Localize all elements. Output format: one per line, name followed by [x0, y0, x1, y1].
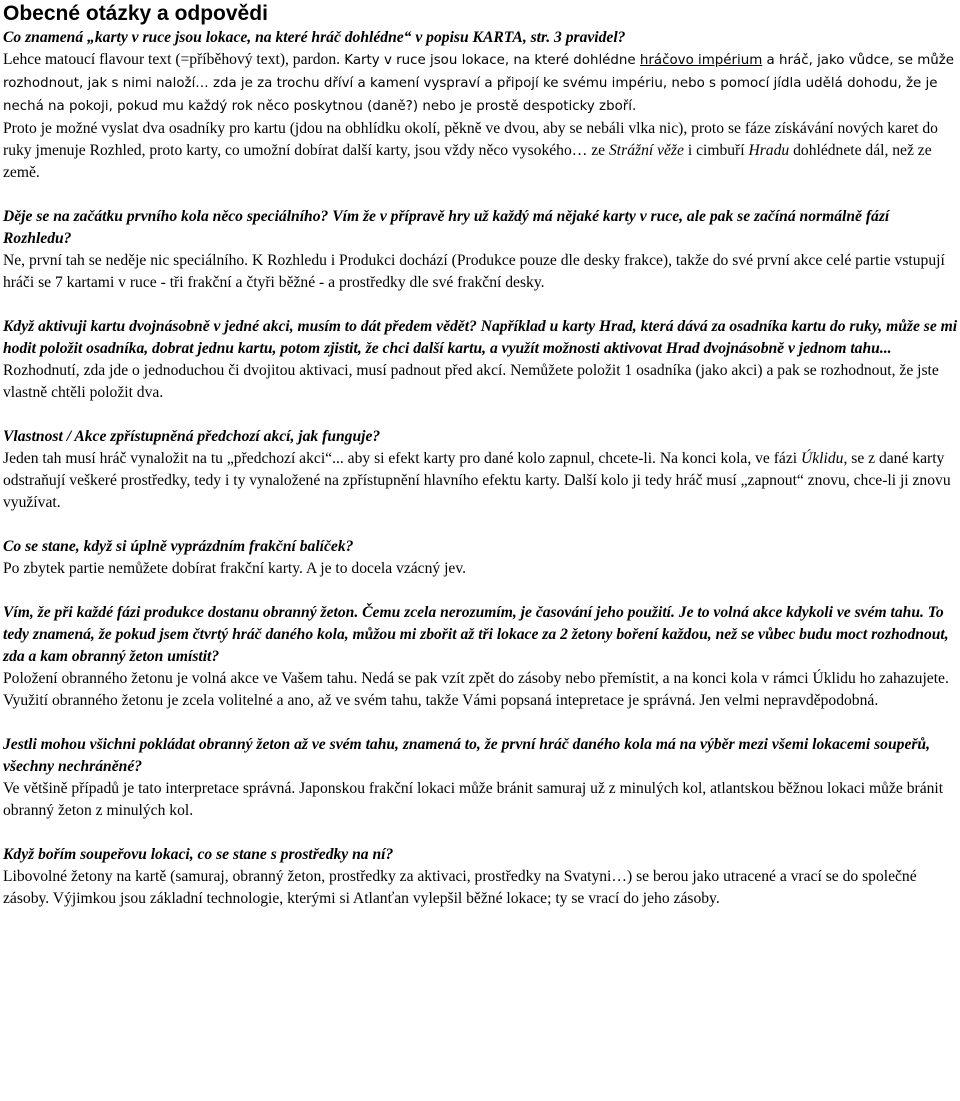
answer-7: Ve většině případů je tato interpretace správná. Japonskou frakční lokaci může bránit samuraj už z minulých kol, atlantskou běžnou lokaci může bránit obranný žeton z minulých kol.	[3, 780, 944, 819]
question-7: Jestli mohou všichni pokládat obranný žeton až ve svém tahu, znamená to, že první hráč daného kola má na výběr mezi všemi lokacemi soupeřů, všechny nechráněné?	[3, 736, 930, 775]
answer-4: Jeden tah musí hráč vynaložit na tu „předchozí akci“... aby si efekt karty pro dané kolo zapnul, chcete-li. Na konci kola, ve fázi Úklidu, se z dané karty odstraňují veškeré prostředky, tedy i ty vynaložené na zpřístupnění hlavního efektu karty. Další kolo ji tedy hráč musí „zapnout“ znovu, chce-li ji znovu využívat.	[3, 450, 951, 511]
underlined-term: hráčovo impérium	[639, 53, 763, 68]
answer-1-para-1	[3, 49, 958, 118]
phase-name-uklid: Úklidu	[801, 450, 844, 467]
question-4: Vlastnost / Akce zpřístupněná předchozí akcí, jak funguje?	[3, 428, 381, 445]
answer-1-intro: Lehce matoucí flavour text (=příběhový text), pardon.	[3, 51, 341, 68]
answer-3: Rozhodnutí, zda jde o jednoduchou či dvojitou aktivaci, musí padnout před akcí. Nemůžete položit 1 osadníka (jako akci) a pak se rozhodnout, že jste vlastně chtěli položit dva.	[3, 362, 939, 401]
question-6: Vím, že při každé fázi produkce dostanu obranný žeton. Čemu zcela nerozumím, je časování jeho použití. Je to volná akce kdykoli ve svém tahu. To tedy znamená, že pokud jsem čtvrtý hráč daného kola, můžou mi zbořit až tři lokace za 2 žetony boření každou, než se vůbec budu moct rozhodnout, zda a kam obranný žeton umístit?	[3, 604, 949, 665]
page-title: Obecné otázky a odpovědi	[3, 2, 268, 25]
question-5: Co se stane, když si úplně vyprázdním frakční balíček?	[3, 538, 354, 555]
question-8: Když bořím soupeřovu lokaci, co se stane s prostředky na ní?	[3, 846, 394, 863]
question-2: Děje se na začátku prvního kola něco speciálního? Vím že v přípravě hry už každý má nějaké karty v ruce, ale pak se začíná normálně fází Rozhledu?	[3, 208, 890, 247]
answer-2: Ne, první tah se neděje nic speciálního. K Rozhledu i Produkci dochází (Produkce pouze dle desky frakce), takže do své první akce celé partie vstupují hráči se 7 kartami v ruce - tři frakční a čtyři běžné - a prostředky dle své frakční desky.	[3, 252, 945, 291]
answer-1-para-2: Proto je možné vyslat dva osadníky pro kartu (jdou na obhlídku okolí, pěkně ve dvou, aby se nebáli vlka nic), proto se fáze získávání nových karet do ruky jmenuje Rozhled, proto karty, co umožní dobírat další karty, jsou vždy něco vysokého… ze Strážní věže i cimbuří Hradu dohlédnete dál, než ze země.	[3, 120, 938, 181]
card-name-straz: Strážní věže	[609, 142, 684, 159]
question-3: Když aktivuji kartu dvojnásobně v jedné akci, musím to dát předem vědět? Například u karty Hrad, která dává za osadníka kartu do ruky, může se mi hodit položit osadníka, dobrat jednu kartu, potom zjistit, že chci další kartu, a využít možnosti aktivovat Hrad dvojnásobně v jednom tahu...	[3, 318, 958, 357]
question-1: Co znamená „karty v ruce jsou lokace, na které hráč dohlédne“ v popisu KARTA, str. 3 pravidel?	[3, 29, 626, 46]
answer-5: Po zbytek partie nemůžete dobírat frakční karty. A je to docela vzácný jev.	[3, 560, 467, 577]
answer-8: Libovolné žetony na kartě (samuraj, obranný žeton, prostředky za aktivaci, prostředky na Svatyni…) se berou jako utracené a vrací se do společné zásoby. Výjimkou jsou základní technologie, kterými si Atlanťan vylepšil běžné lokace; ty se vrací do jeho zásoby.	[3, 868, 917, 907]
answer-6: Položení obranného žetonu je volná akce ve Vašem tahu. Nedá se pak vzít zpět do zásoby nebo přemístit, a na konci kola v rámci Úklidu ho zahazujete. Využití obranného žetonu je zcela volitelné a ano, až ve svém tahu, takže Vámi popsaná intepretace je správná. Jen velmi nepravděpodobná.	[3, 670, 949, 709]
card-name-hrad: Hradu	[748, 142, 790, 159]
answer-1-body: Karty v ruce jsou lokace, na které dohlédne hráčovo impérium a hráč, jako vůdce, se může rozhodnout, jak s nimi naloží… zda je za trochu dříví a kamení vyspraví a připojí ke svému impériu, nebo s pomocí jídla udělá dohodu, že je nechá na pokoji, pokud mu každý rok něco poskytnou (daně?) nebo je prostě despoticky zboří.	[3, 53, 955, 114]
